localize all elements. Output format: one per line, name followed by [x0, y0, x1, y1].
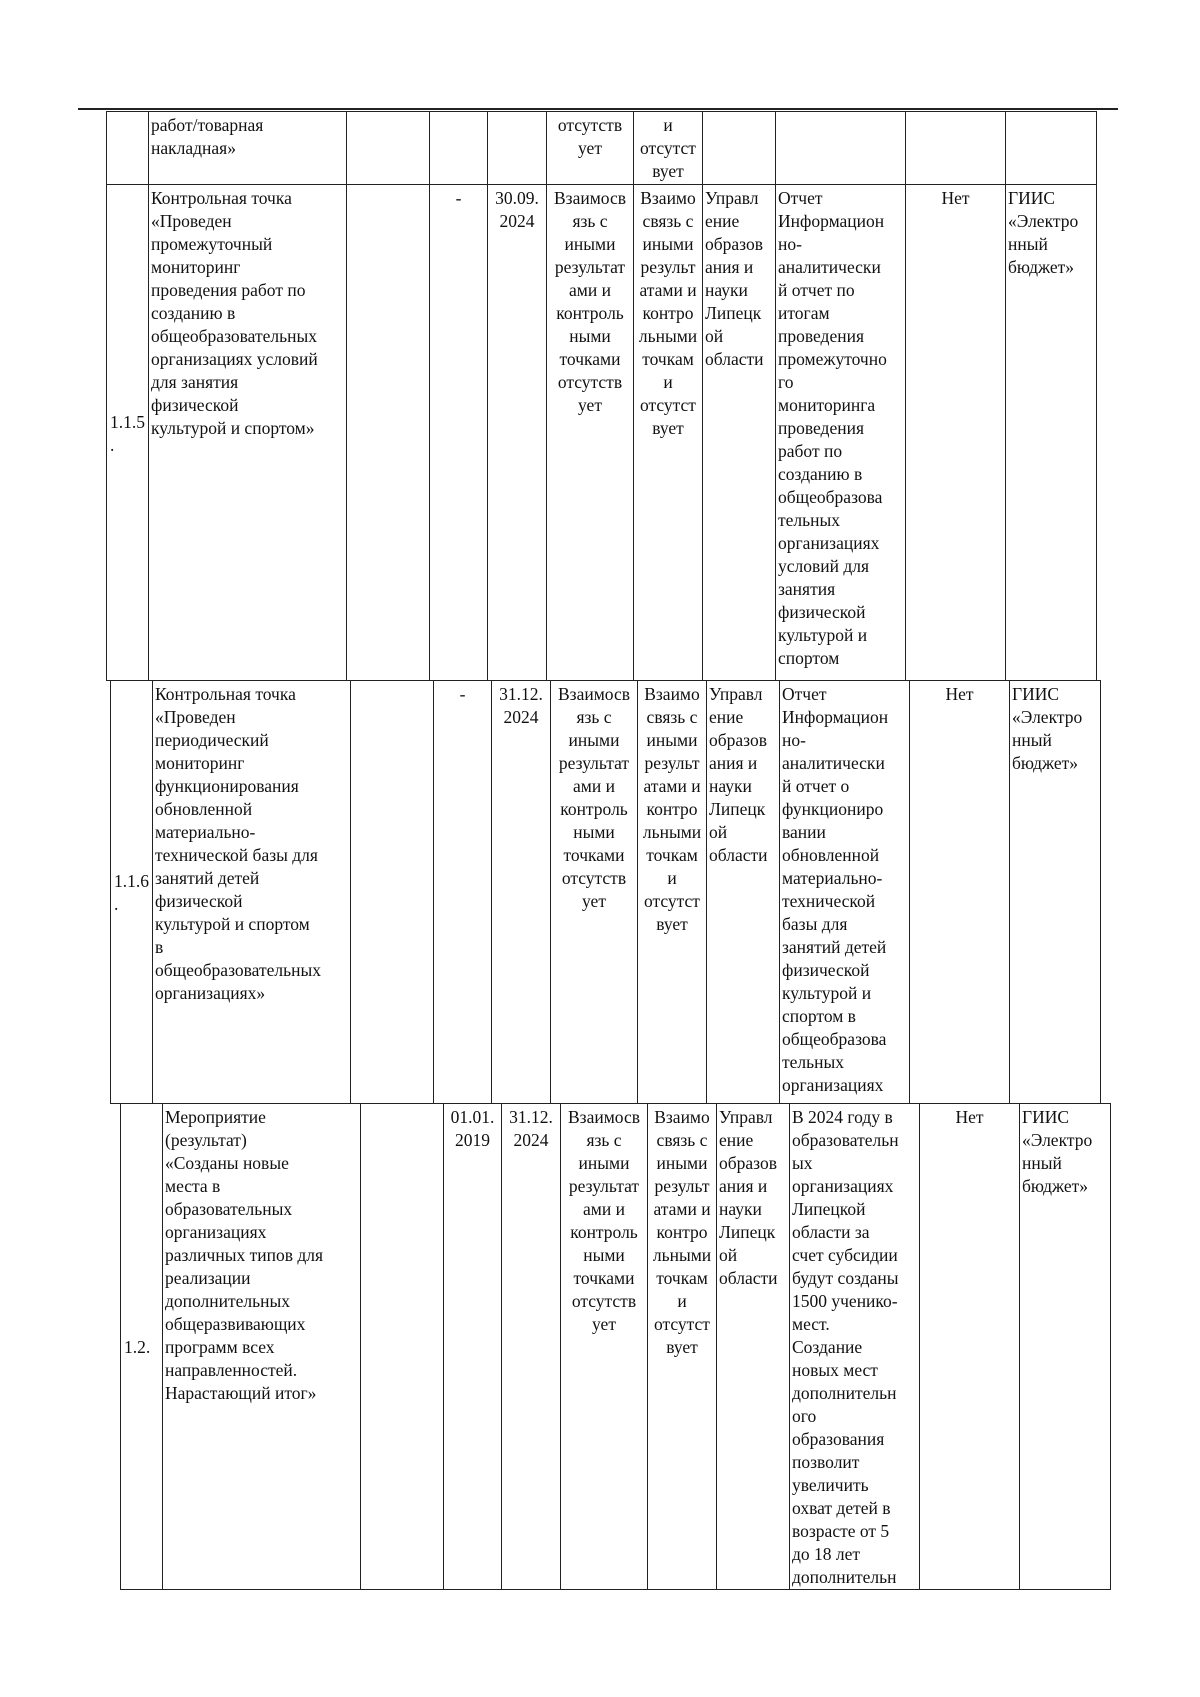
cell-end-date: 31.12. 2024	[502, 1104, 561, 1590]
cell-number: 1.1.6.	[111, 681, 153, 1104]
cell-successors: и отсутст вует	[634, 112, 703, 185]
cell-document: Отчет Информацион но- аналитически й отчет о функциониро вании обновленной материально- технической базы для занятий детей физической культурой и спортом в общеобразова тельных организациях	[780, 681, 910, 1104]
cell-responsible: Управл ение образов ания и науки Липецк ой области	[717, 1104, 790, 1590]
cell-system: ГИИС «Электро нный бюджет»	[1006, 185, 1097, 681]
table-row	[121, 1104, 1111, 1590]
cell-flag: Нет	[920, 1104, 1020, 1590]
cell-end-date: 30.09. 2024	[488, 185, 547, 681]
cell-empty	[906, 112, 1006, 185]
cell-empty	[361, 1104, 444, 1590]
cell-successors: Взаимо связь с иными результ атами и контро льными точкам и отсутст вует	[638, 681, 707, 1104]
page-top-rule	[78, 108, 1118, 110]
table-row	[107, 185, 1097, 681]
cell-start-date: -	[430, 185, 488, 681]
cell-empty	[347, 185, 430, 681]
cell-document: В 2024 году в образовательн ых организациях Липецкой области за счет субсидии будут созданы 1500 ученико- мест. Создание новых мест дополнительн ого образования позволит увеличить охват детей в возрасте от 5 до 18 лет дополнительн	[790, 1104, 920, 1590]
plan-table-section-2	[110, 680, 1101, 1104]
cell-number	[107, 112, 149, 185]
cell-end-date: 31.12. 2024	[492, 681, 551, 1104]
cell-successors: Взаимо связь с иными результ атами и контро льными точкам и отсутст вует	[648, 1104, 717, 1590]
cell-start-date: -	[434, 681, 492, 1104]
cell-document: Отчет Информацион но- аналитически й отчет по итогам проведения промежуточно го мониторинга проведения работ по созданию в общеобразова тельных организациях условий для занятия физической культурой и спортом	[776, 185, 906, 681]
cell-empty	[351, 681, 434, 1104]
cell-empty	[430, 112, 488, 185]
cell-empty	[776, 112, 906, 185]
plan-table-section-3	[120, 1103, 1111, 1590]
cell-predecessors: отсутств ует	[547, 112, 634, 185]
cell-responsible: Управл ение образов ания и науки Липецк ой области	[703, 185, 776, 681]
cell-predecessors: Взаимосв язь с иными результат ами и контроль ными точками отсутств ует	[547, 185, 634, 681]
cell-name: Контрольная точка «Проведен промежуточный мониторинг проведения работ по созданию в общеобразовательных организациях условий для занятия физической культурой и спортом»	[149, 185, 347, 681]
cell-name: Мероприятие (результат) «Созданы новые места в образовательных организациях различных типов для реализации дополнительных общеразвивающих программ всех направленностей. Нарастающий итог»	[163, 1104, 361, 1590]
cell-system: ГИИС «Электро нный бюджет»	[1010, 681, 1101, 1104]
table-row-continued	[107, 112, 1097, 185]
cell-empty	[703, 112, 776, 185]
cell-number: 1.2.	[121, 1104, 163, 1590]
cell-flag: Нет	[910, 681, 1010, 1104]
cell-responsible: Управл ение образов ания и науки Липецк ой области	[707, 681, 780, 1104]
cell-start-date: 01.01. 2019	[444, 1104, 502, 1590]
cell-predecessors: Взаимосв язь с иными результат ами и контроль ными точками отсутств ует	[551, 681, 638, 1104]
cell-flag: Нет	[906, 185, 1006, 681]
cell-successors: Взаимо связь с иными результ атами и контро льными точкам и отсутст вует	[634, 185, 703, 681]
cell-empty	[1006, 112, 1097, 185]
cell-empty	[347, 112, 430, 185]
cell-predecessors: Взаимосв язь с иными результат ами и контроль ными точками отсутств ует	[561, 1104, 648, 1590]
cell-empty	[488, 112, 547, 185]
cell-name: работ/товарная накладная»	[149, 112, 347, 185]
cell-system: ГИИС «Электро нный бюджет»	[1020, 1104, 1111, 1590]
table-row	[111, 681, 1101, 1104]
cell-number: 1.1.5.	[107, 185, 149, 681]
cell-name: Контрольная точка «Проведен периодический мониторинг функционирования обновленной материально- технической базы для занятий детей физической культурой и спортом в общеобразовательных организациях»	[153, 681, 351, 1104]
plan-table-section-1	[106, 111, 1097, 681]
